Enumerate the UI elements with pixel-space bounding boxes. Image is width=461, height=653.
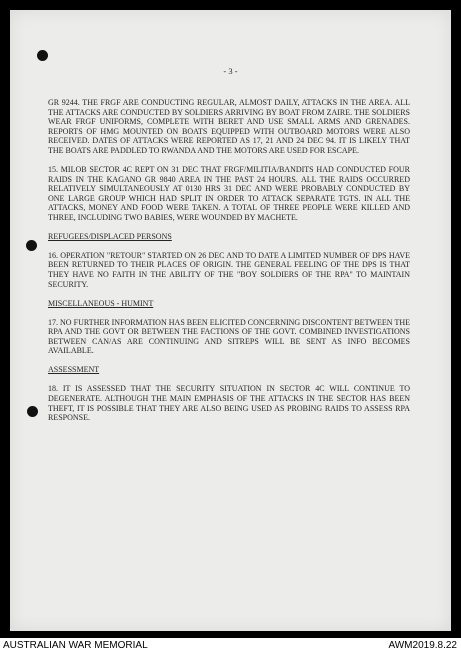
archive-footer — [0, 638, 461, 653]
reference-number: AWM2019.8.22 — [388, 640, 457, 651]
punch-hole-middle — [26, 240, 37, 251]
heading-miscellaneous: MISCELLANEOUS - HUMINT — [48, 298, 154, 308]
page-number: - 3 - — [223, 66, 238, 76]
punch-hole-bottom — [27, 406, 38, 417]
institution-label: AUSTRALIAN WAR MEMORIAL — [3, 640, 148, 651]
paragraph-15: 15. MILOB SECTOR 4C REPT ON 31 DEC THAT FRGF/MILITIA/BANDITS HAD CONDUCTED FOUR RAIDS IN THE KAGANO GR 9840 AREA IN THE PAST 24 HOURS. ALL THE RAIDS OCCURRED RELATIVELY SIMULTANEOUSLY AT 0130 HRS 31 DEC AND WERE PROBABLY CONDUCTED BY ONE LARGE GROUP WHICH HAD SPLIT IN ORDER TO ATTACK SEPARATE TGTS. IN ALL THE ATTACKS, MONEY AND FOOD WERE TAKEN. A TOTAL OF THREE PEOPLE WERE KILLED AND THREE, INCLUDING TWO BABIES, WERE WOUNDED BY MACHETE. — [48, 164, 410, 222]
document-page — [10, 10, 451, 631]
paragraph-14-continued: GR 9244. THE FRGF ARE CONDUCTING REGULAR, ALMOST DAILY, ATTACKS IN THE AREA. ALL THE ATTACKS ARE CONDUCTED BY SOLDIERS ARRIVING BY BOAT FROM ZAIRE. THE SOLDIERS WEAR FRGF UNIFORMS, COMPLETE WITH BERET AND USE SMALL ARMS AND GRENADES. REPORTS OF HMG MOUNTED ON BOATS EQUIPPED WITH OUTBOARD MOTORS WERE ALSO RECEIVED. DATES OF ATTACKS WERE REPORTED AS 17, 21 AND 24 DEC 94. IT IS LIKELY THAT THE BOATS ARE PADDLED TO RWANDA AND THE MOTORS ARE USED FOR ESCAPE. — [48, 98, 410, 155]
paragraph-18: 18. IT IS ASSESSED THAT THE SECURITY SITUATION IN SECTOR 4C WILL CONTINUE TO DEGENERATE. ALTHOUGH THE MAIN EMPHASIS OF THE ATTACKS IN THE SECTOR HAS BEEN THEFT, IT IS POSSIBLE THAT THEY ARE ALSO BEING USED AS PROBING RAIDS TO ASSESS RPA RESPONSE. — [48, 384, 410, 423]
paragraph-16: 16. OPERATION "RETOUR" STARTED ON 26 DEC AND TO DATE A LIMITED NUMBER OF DPS HAVE BEEN RETURNED TO THEIR PLACES OF ORIGIN. THE GENERAL FEELING OF THE DPS IS THAT THEY HAVE NO FAITH IN THE ABILITY OF THE "BOY SOLDIERS OF THE RPA" TO MAINTAIN SECURITY. — [48, 250, 410, 289]
paragraph-17: 17. NO FURTHER INFORMATION HAS BEEN ELICITED CONCERNING DISCONTENT BETWEEN THE RPA AND THE GOVT OR BETWEEN THE FACTIONS OF THE GOVT. COMBINED INVESTIGATIONS BETWEEN CAN/AS ARE CONTINUING AND SITREPS WILL BE SENT AS INFO BECOMES AVAILABLE. — [48, 317, 410, 356]
document-body — [48, 98, 410, 423]
heading-refugees: REFUGEES/DISPLACED PERSONS — [48, 231, 172, 241]
punch-hole-top — [37, 50, 48, 61]
heading-assessment: ASSESSMENT — [48, 365, 100, 375]
